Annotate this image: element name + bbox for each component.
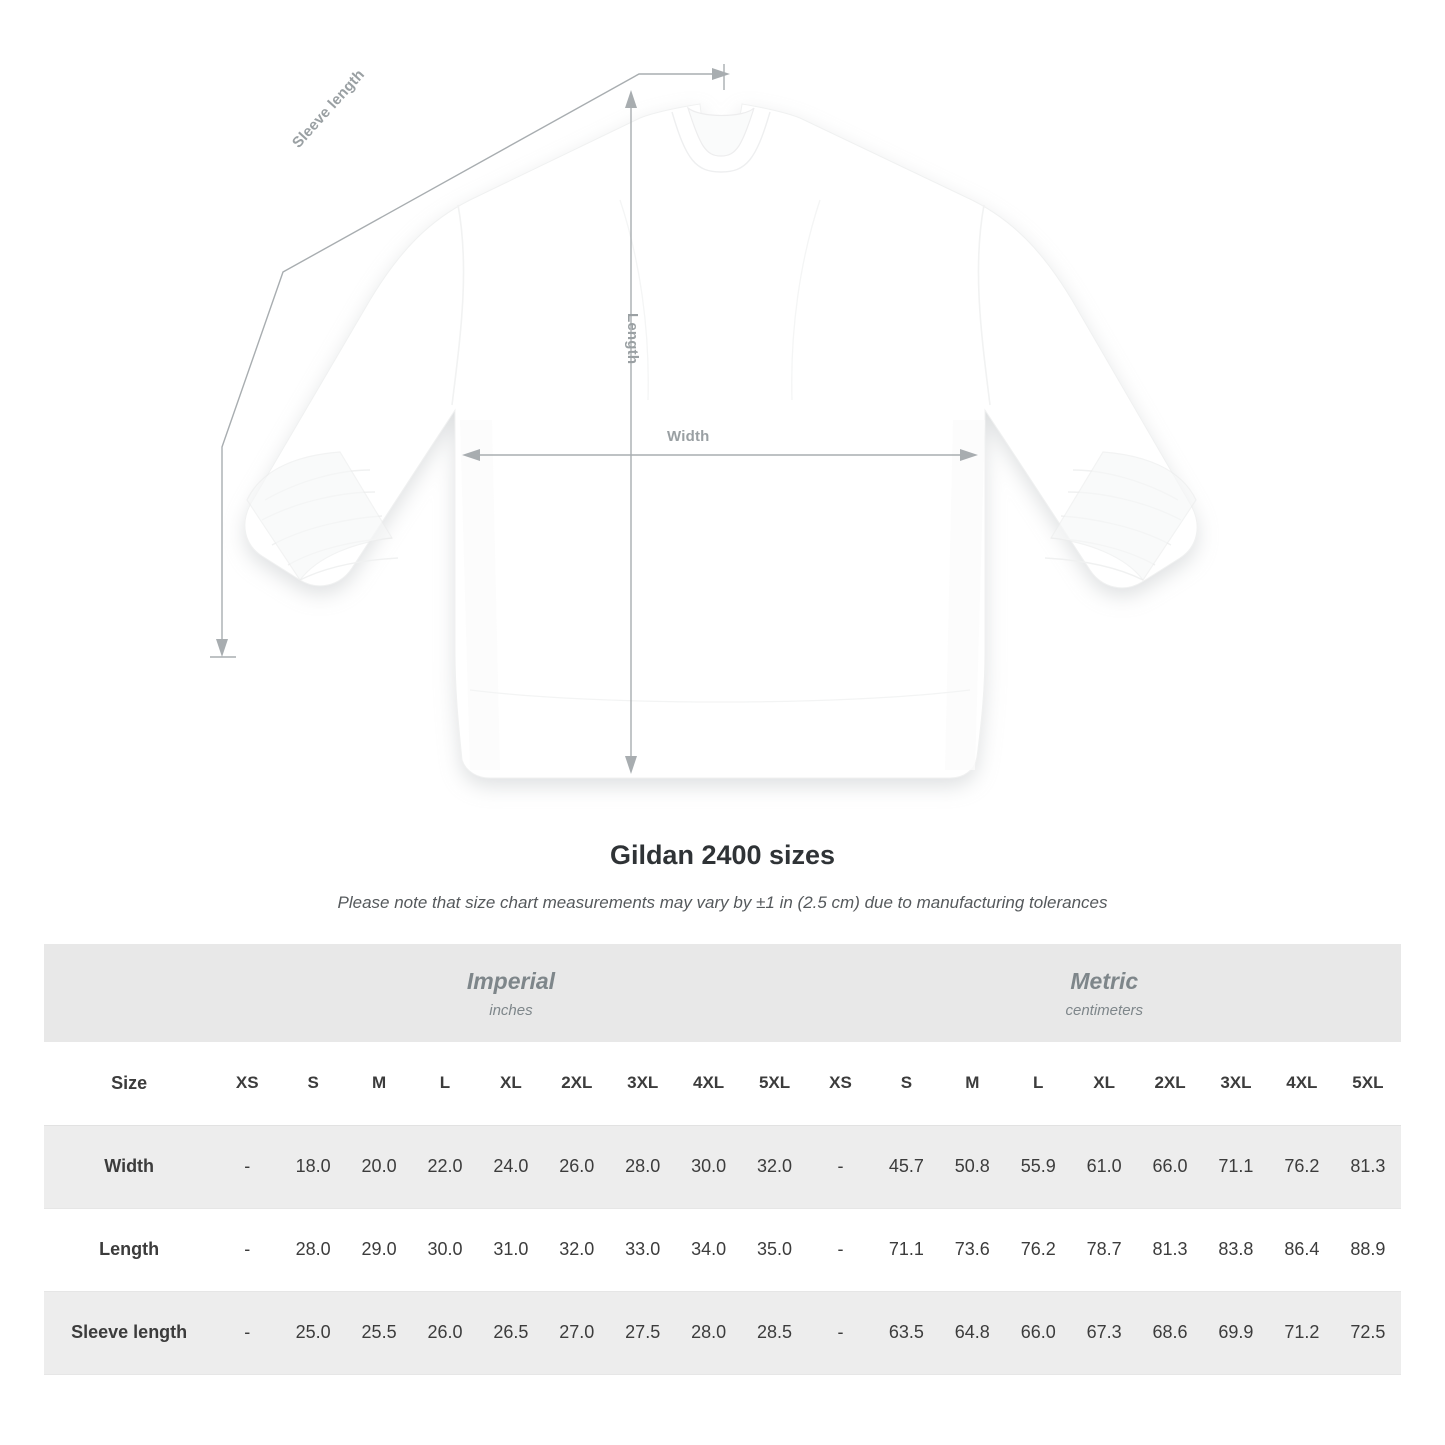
cell-sleeve-imperial-3xl: 27.5 (610, 1291, 676, 1374)
header-imperial-xl: XL (478, 1042, 544, 1125)
cell-sleeve-metric-l: 66.0 (1005, 1291, 1071, 1374)
cell-sleeve-imperial-l: 26.0 (412, 1291, 478, 1374)
cell-width-imperial-xl: 24.0 (478, 1125, 544, 1208)
header-metric-5xl: 5XL (1335, 1042, 1401, 1125)
header-size: Size (44, 1042, 214, 1125)
group-unit-imperial: inches (489, 1001, 533, 1019)
cell-length-metric-m: 73.6 (939, 1208, 1005, 1291)
group-header-row (44, 944, 1401, 1042)
cell-sleeve-imperial-4xl: 28.0 (676, 1291, 742, 1374)
header-metric-xl: XL (1071, 1042, 1137, 1125)
shirt-shape (245, 104, 1197, 778)
title-block (0, 840, 1445, 913)
cell-width-metric-2xl: 66.0 (1137, 1125, 1203, 1208)
header-imperial-s: S (280, 1042, 346, 1125)
cell-sleeve-imperial-xs: - (214, 1291, 280, 1374)
cell-length-imperial-xl: 31.0 (478, 1208, 544, 1291)
row-label-width: Width (44, 1125, 214, 1208)
table-row (44, 1125, 1401, 1208)
cell-length-metric-xl: 78.7 (1071, 1208, 1137, 1291)
group-name-imperial: Imperial (466, 967, 556, 994)
cell-width-imperial-3xl: 28.0 (610, 1125, 676, 1208)
header-metric-l: L (1005, 1042, 1071, 1125)
row-label-length: Length (44, 1208, 214, 1291)
cell-width-imperial-4xl: 30.0 (676, 1125, 742, 1208)
cell-width-metric-5xl: 81.3 (1335, 1125, 1401, 1208)
cell-sleeve-metric-5xl: 72.5 (1335, 1291, 1401, 1374)
cell-width-metric-xs: - (808, 1125, 874, 1208)
cell-sleeve-metric-xl: 67.3 (1071, 1291, 1137, 1374)
cell-width-metric-3xl: 71.1 (1203, 1125, 1269, 1208)
cell-length-imperial-5xl: 35.0 (742, 1208, 808, 1291)
cell-sleeve-metric-s: 63.5 (873, 1291, 939, 1374)
cell-length-imperial-m: 29.0 (346, 1208, 412, 1291)
length-dimension-label: Length (624, 313, 641, 365)
header-metric-4xl: 4XL (1269, 1042, 1335, 1125)
header-imperial-3xl: 3XL (610, 1042, 676, 1125)
cell-length-metric-2xl: 81.3 (1137, 1208, 1203, 1291)
cell-length-metric-4xl: 86.4 (1269, 1208, 1335, 1291)
table-row (44, 1291, 1401, 1374)
cell-width-metric-m: 50.8 (939, 1125, 1005, 1208)
header-imperial-2xl: 2XL (544, 1042, 610, 1125)
cell-length-metric-s: 71.1 (873, 1208, 939, 1291)
table-row (44, 1208, 1401, 1291)
cell-sleeve-imperial-xl: 26.5 (478, 1291, 544, 1374)
header-metric-m: M (939, 1042, 1005, 1125)
size-table-wrapper (44, 944, 1401, 1375)
cell-length-imperial-4xl: 34.0 (676, 1208, 742, 1291)
cell-sleeve-metric-2xl: 68.6 (1137, 1291, 1203, 1374)
tolerance-note: Please note that size chart measurements may vary by ±1 in (2.5 cm) due to manufacturing tolerances (337, 893, 1108, 912)
header-metric-3xl: 3XL (1203, 1042, 1269, 1125)
group-header-imperial (214, 944, 807, 1042)
header-metric-2xl: 2XL (1137, 1042, 1203, 1125)
cell-width-imperial-l: 22.0 (412, 1125, 478, 1208)
header-imperial-l: L (412, 1042, 478, 1125)
cell-sleeve-imperial-s: 25.0 (280, 1291, 346, 1374)
cell-length-imperial-l: 30.0 (412, 1208, 478, 1291)
cell-length-imperial-s: 28.0 (280, 1208, 346, 1291)
cell-sleeve-imperial-2xl: 27.0 (544, 1291, 610, 1374)
cell-width-metric-l: 55.9 (1005, 1125, 1071, 1208)
cell-width-metric-4xl: 76.2 (1269, 1125, 1335, 1208)
cell-sleeve-metric-m: 64.8 (939, 1291, 1005, 1374)
cell-length-imperial-3xl: 33.0 (610, 1208, 676, 1291)
header-imperial-xs: XS (214, 1042, 280, 1125)
cell-length-imperial-xs: - (214, 1208, 280, 1291)
size-table (44, 944, 1401, 1375)
cell-width-imperial-5xl: 32.0 (742, 1125, 808, 1208)
group-name-metric: Metric (1070, 967, 1139, 994)
cell-length-imperial-2xl: 32.0 (544, 1208, 610, 1291)
header-imperial-4xl: 4XL (676, 1042, 742, 1125)
size-header-row (44, 1042, 1401, 1125)
cell-width-imperial-2xl: 26.0 (544, 1125, 610, 1208)
group-unit-metric: centimeters (1065, 1001, 1144, 1019)
cell-width-metric-xl: 61.0 (1071, 1125, 1137, 1208)
cell-length-metric-3xl: 83.8 (1203, 1208, 1269, 1291)
cell-sleeve-metric-xs: - (808, 1291, 874, 1374)
page-title: Gildan 2400 sizes (609, 840, 836, 870)
cell-width-metric-s: 45.7 (873, 1125, 939, 1208)
cell-sleeve-imperial-5xl: 28.5 (742, 1291, 808, 1374)
header-metric-s: S (873, 1042, 939, 1125)
header-imperial-m: M (346, 1042, 412, 1125)
header-metric-xs: XS (808, 1042, 874, 1125)
row-label-sleeve-length: Sleeve length (44, 1291, 214, 1374)
cell-sleeve-metric-4xl: 71.2 (1269, 1291, 1335, 1374)
cell-length-metric-l: 76.2 (1005, 1208, 1071, 1291)
cell-width-imperial-xs: - (214, 1125, 280, 1208)
cell-sleeve-metric-3xl: 69.9 (1203, 1291, 1269, 1374)
cell-width-imperial-m: 20.0 (346, 1125, 412, 1208)
cell-sleeve-imperial-m: 25.5 (346, 1291, 412, 1374)
cell-length-metric-xs: - (808, 1208, 874, 1291)
cell-length-metric-5xl: 88.9 (1335, 1208, 1401, 1291)
width-dimension-label: Width (667, 428, 710, 445)
header-imperial-5xl: 5XL (742, 1042, 808, 1125)
group-header-metric (808, 944, 1401, 1042)
sleeve-length-dimension-label: Sleeve length (289, 66, 369, 152)
group-header-spacer (44, 944, 214, 1042)
cell-width-imperial-s: 18.0 (280, 1125, 346, 1208)
